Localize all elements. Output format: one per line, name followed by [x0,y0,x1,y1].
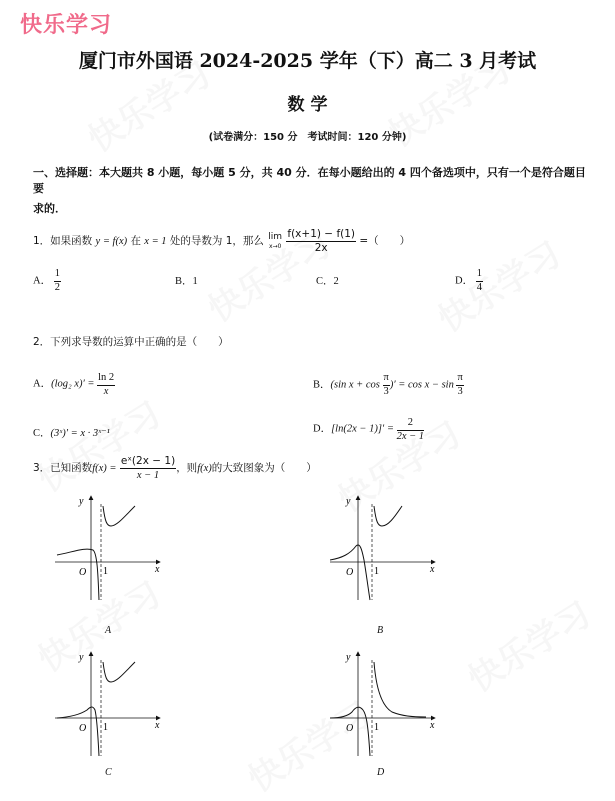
q1-fraction: $\frac{f(x+1) - f(1)}{2x}$ [287,228,356,254]
x-label: x [155,564,160,575]
question-1 [33,228,410,254]
logo: 快乐学习 [20,13,113,38]
section-heading-cont: 求的． [33,202,66,215]
exam-info: (试卷满分：150 分 考试时间：120 分钟) [208,132,407,143]
x-label: x [430,720,435,731]
origin-label: O [346,567,354,578]
y-label: y [79,652,84,663]
graph-d[interactable] [330,648,450,758]
watermark [457,588,598,702]
q2-option-c[interactable]: C．(3ˣ)′ = x · 3ˣ⁻¹ [33,428,110,439]
section-heading: 一、选择题：本大题共 8 小题，每小题 5 分，共 40 分．在每小题给出的 4 四个备选项中，只有一个是符合题目要 [33,166,586,195]
question-2: 2．下列求导数的运算中正确的是（ ） [33,336,229,348]
curve [103,506,135,526]
origin-label: O [79,567,87,578]
origin-label: O [346,723,354,734]
q1-value: 1 [225,235,233,248]
watermark [427,228,568,342]
x-label: x [155,720,160,731]
graph-c[interactable] [55,648,175,758]
q2-option-b[interactable]: B．(sin x + cos $\frac{\pi}{3}$ )′ = cos x − sin $\frac{\pi}{3}$ [313,372,463,397]
q2-option-a[interactable]: A．(log₂ x)′ = $\frac{\ln 2}{x}$ [33,372,115,397]
graph-a[interactable] [55,492,175,602]
tick-label: 1 [103,566,108,577]
q1-limit: lim x→0 [268,232,283,250]
watermark [27,388,168,502]
graph-d-label: D [377,767,385,778]
x-label: x [430,564,435,575]
graph-a-label: A [105,625,112,636]
origin-label: O [79,723,87,734]
y-label: y [346,496,351,507]
subject-title: 数 学 [287,95,328,115]
page-title: 厦门市外国语 2024-2025 学年（下）高二 3 月考试 [78,50,537,72]
q2-option-d[interactable]: D．[ln(2x − 1)]′ = $\frac{2}{2x - 1}$ [313,417,425,442]
curve [374,506,402,526]
curve [374,662,426,717]
q1-mid2: 处的导数为 [169,235,223,248]
q1-mid: 在 [130,235,141,248]
q1-option-c[interactable]: C．2 [316,276,339,287]
q1-suffix: ，那么 [232,235,264,248]
tick-label: 1 [374,722,379,733]
q1-func: y = f(x) [95,236,128,248]
q1-point: x = 1 [144,236,167,248]
graph-b[interactable] [330,492,450,602]
tick-label: 1 [103,722,108,733]
q1-prefix: 1．如果函数 [33,235,93,248]
tick-label: 1 [374,566,379,577]
q1-end: =（ ） [359,235,411,248]
q1-option-a[interactable]: A． $\frac{1}{2}$ [33,268,60,293]
y-label: y [79,496,84,507]
y-label: y [346,652,351,663]
curve [57,707,99,756]
question-3: 3．已知函数f(x) = $\frac{\text{eˣ(2x − 1)}}{x - 1}$，则f(x)的大致图象为（ ） [33,455,317,481]
curve [57,549,99,600]
q1-option-d[interactable]: D． $\frac{1}{4}$ [455,268,482,293]
graph-b-label: B [377,625,384,636]
curve [103,662,135,682]
graph-c-label: C [105,767,112,778]
q1-option-b[interactable]: B．1 [175,276,198,287]
